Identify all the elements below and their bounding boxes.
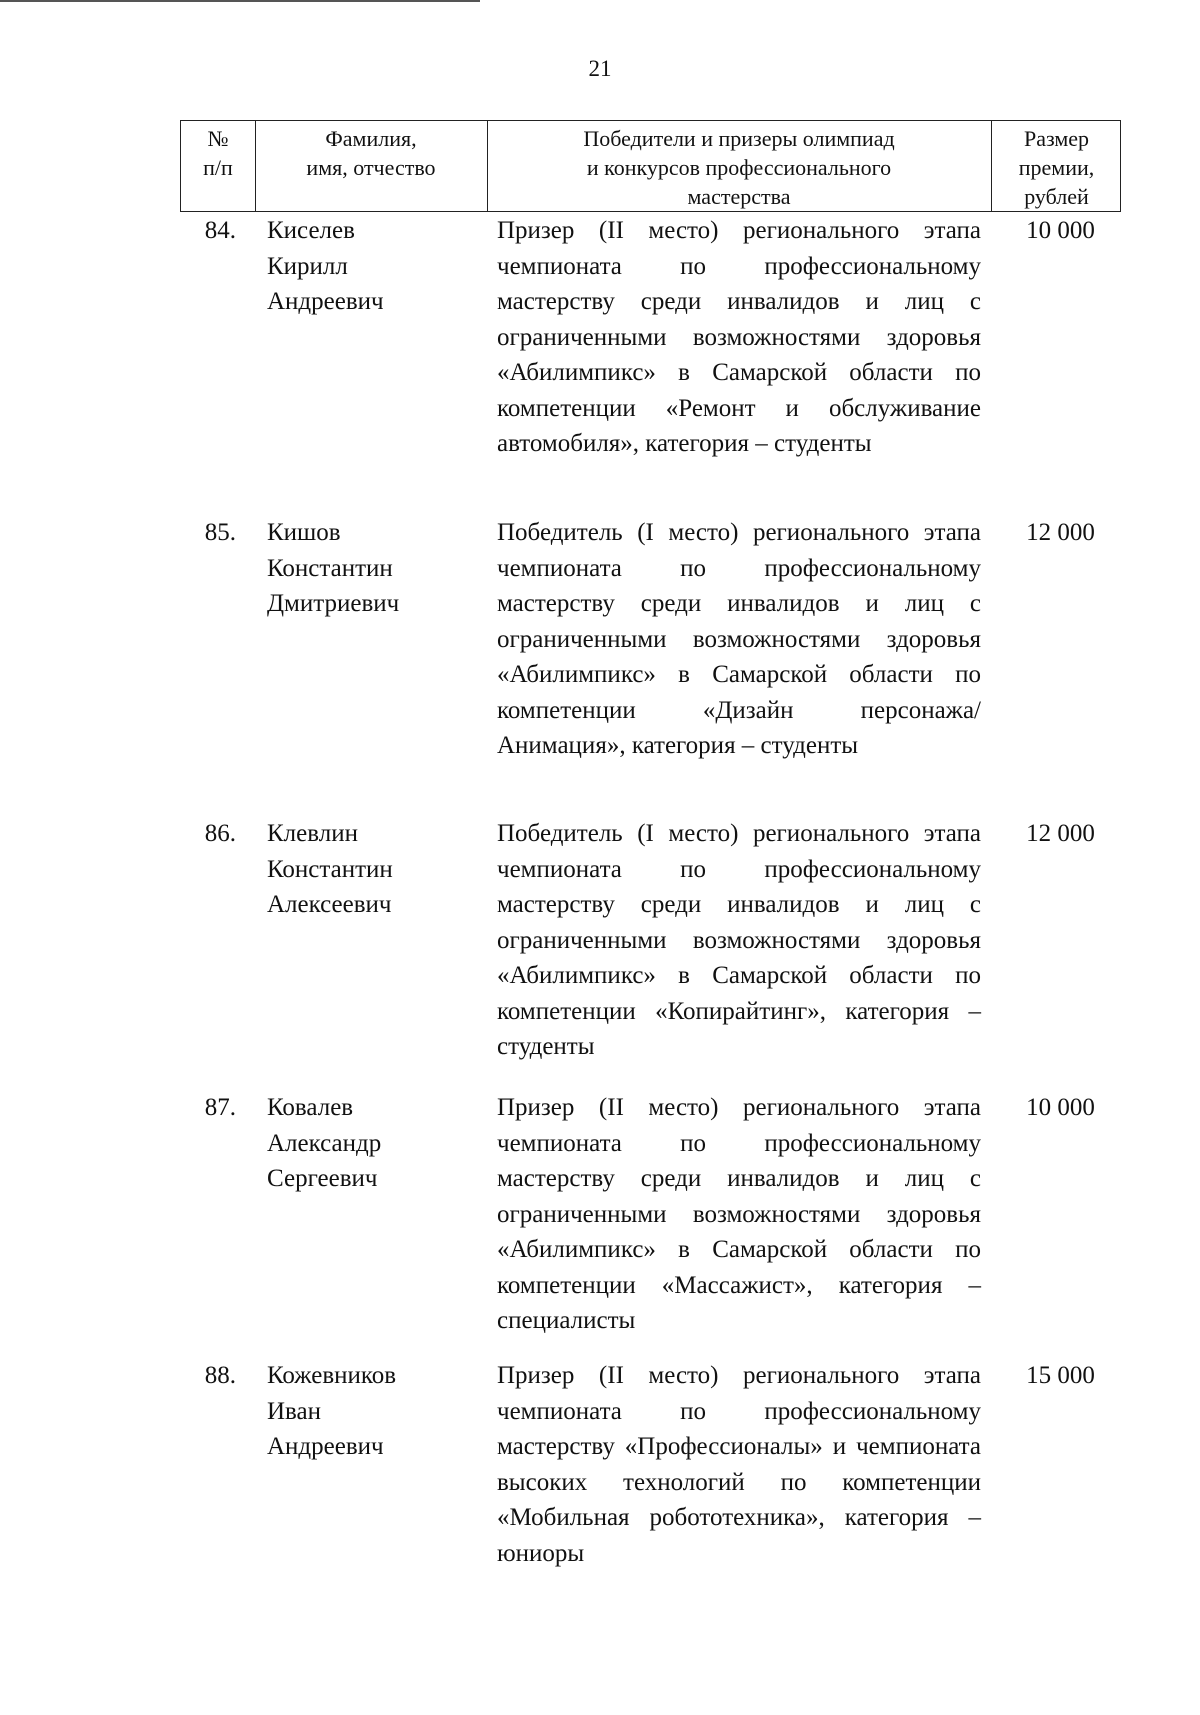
row-description: Призер (II место) регионального этапа чемпионата по профессиональному мастерству среди инвалидов и лиц с ограниченными возможностями здоровья «Абилимпикс» в Самарской области по компетенции «Массажист», категория – специалисты: [497, 1094, 981, 1334]
row-description: Победитель (I место) регионального этапа чемпионата по профессиональному мастерству среди инвалидов и лиц с ограниченными возможностями здоровья «Абилимпикс» в Самарской области по компетенции «Дизайн персонажа/Анимация», категория – студенты: [497, 519, 981, 759]
scan-edge-line: [0, 0, 480, 2]
row-number: 88.: [204, 1362, 236, 1389]
header-col-number: № п/п: [203, 126, 233, 180]
page-number: 21: [588, 56, 612, 81]
row-prize-amount: 15 000: [1026, 1362, 1095, 1389]
row-full-name: Кишов Константин Дмитриевич: [267, 519, 400, 617]
row-number: 84.: [204, 217, 236, 244]
row-number: 85.: [204, 519, 236, 546]
row-description: Призер (II место) регионального этапа чемпионата по профессиональному мастерству «Профессионалы» и чемпионата высоких технологий по компетенции «Мобильная робототехника», категория – юниоры: [497, 1362, 981, 1567]
header-col-name: Фамилия, имя, отчество: [306, 126, 436, 180]
row-full-name: Киселев Кирилл Андреевич: [267, 217, 384, 315]
row-full-name: Кожевников Иван Андреевич: [267, 1362, 397, 1460]
row-description: Победитель (I место) регионального этапа чемпионата по профессиональному мастерству среди инвалидов и лиц с ограниченными возможностями здоровья «Абилимпикс» в Самарской области по компетенции «Копирайтинг», категория – студенты: [497, 820, 981, 1060]
row-prize-amount: 12 000: [1026, 519, 1095, 546]
row-number: 87.: [204, 1094, 236, 1121]
header-col-description: Победители и призеры олимпиад и конкурсов профессионального мастерства: [583, 126, 895, 209]
row-prize-amount: 12 000: [1026, 820, 1095, 847]
row-description: Призер (II место) регионального этапа чемпионата по профессиональному мастерству среди инвалидов и лиц с ограниченными возможностями здоровья «Абилимпикс» в Самарской области по компетенции «Ремонт и обслуживание автомобиля», категория – студенты: [497, 217, 981, 457]
row-prize-amount: 10 000: [1026, 217, 1095, 244]
row-prize-amount: 10 000: [1026, 1094, 1095, 1121]
row-number: 86.: [204, 820, 236, 847]
header-col-prize: Размер премии, рублей: [1018, 126, 1095, 209]
row-full-name: Клевлин Константин Алексеевич: [267, 820, 393, 918]
row-full-name: Ковалев Александр Сергеевич: [267, 1094, 382, 1192]
table-header: [180, 120, 1121, 212]
